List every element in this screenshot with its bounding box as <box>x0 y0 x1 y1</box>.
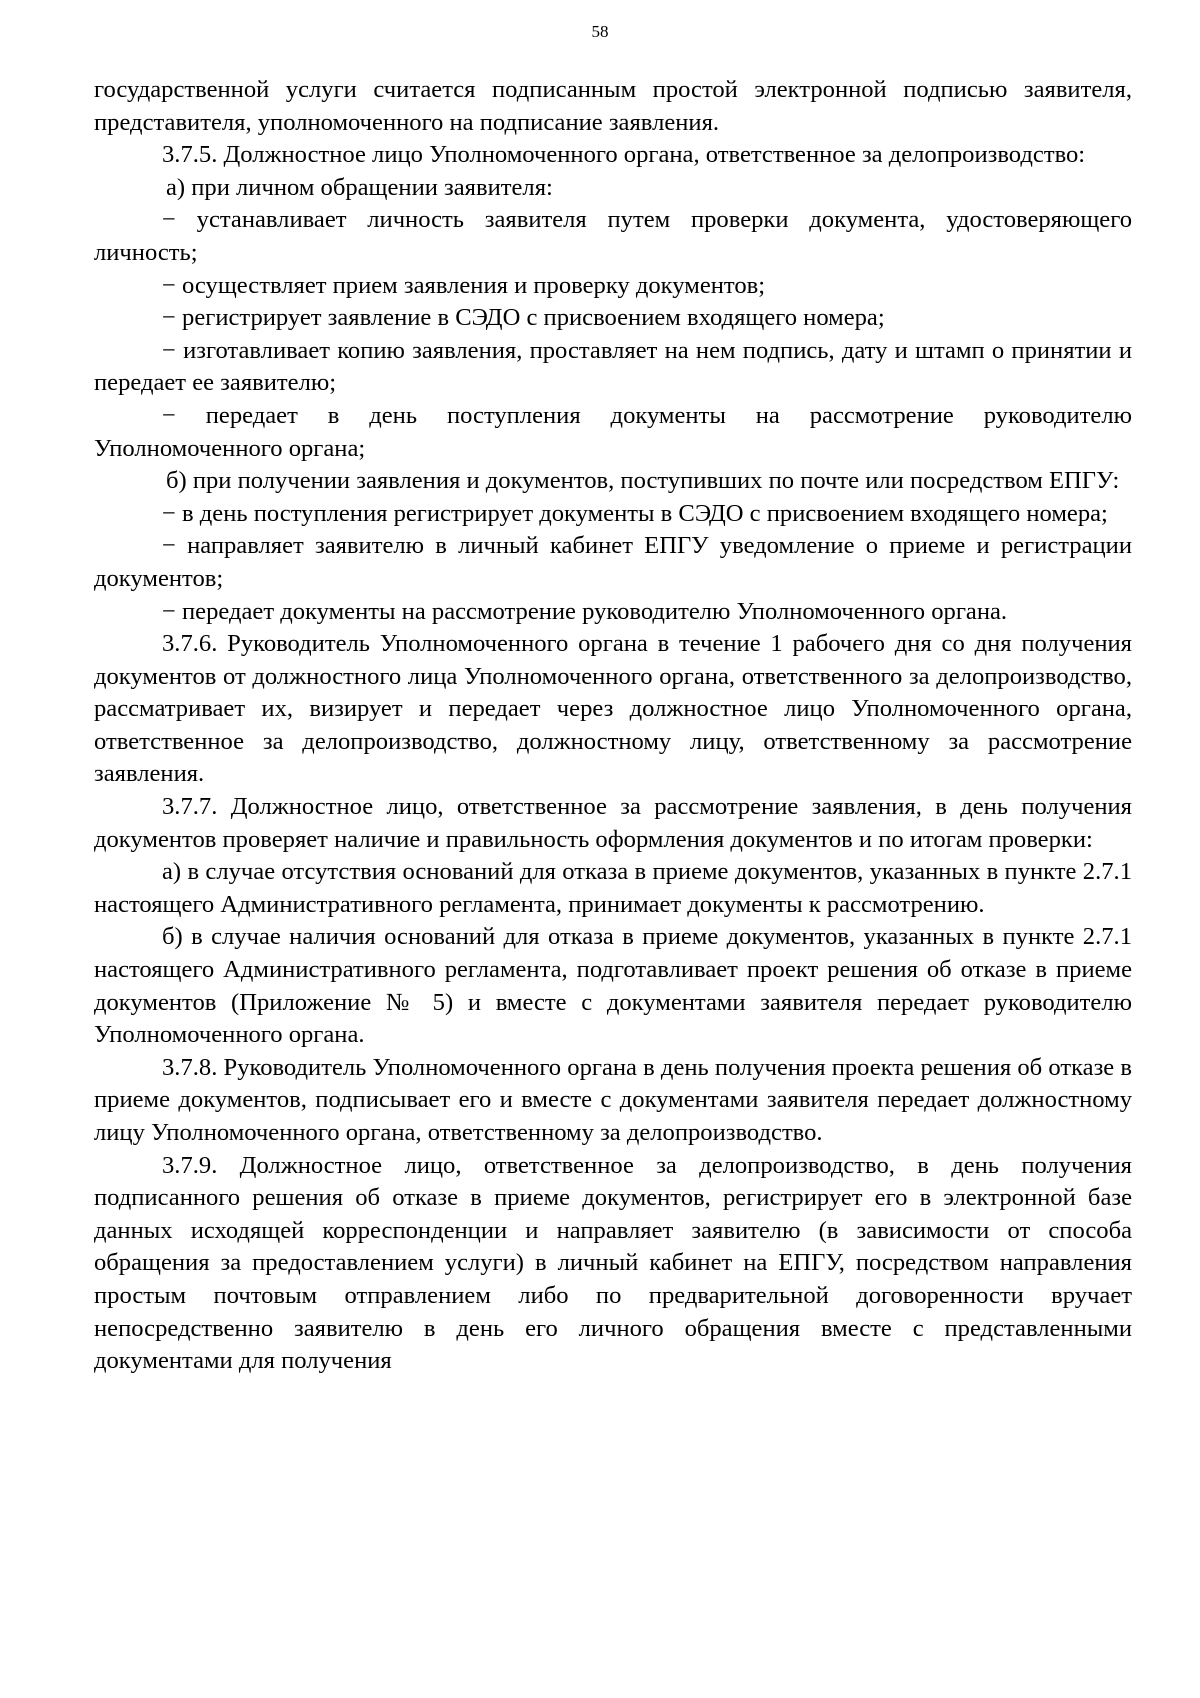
dash-item: − передает в день поступления документы на рассмотрение руководителю Уполномоченного органа; <box>94 401 1132 462</box>
paragraph-3-7-5: 3.7.5. Должностное лицо Уполномоченного органа, ответственное за делопроизводство: <box>162 141 1086 169</box>
subitem-b-mail-or-epgu: б) при получении заявления и документов, поступивших по почте или посредством ЕПГУ: <box>166 467 1120 495</box>
dash-item: − в день поступления регистрирует документы в СЭДО с присвоением входящего номера; <box>162 499 1108 527</box>
dash-item: − осуществляет прием заявления и проверку документов; <box>162 271 766 299</box>
dash-item: − направляет заявителю в личный кабинет ЕПГУ уведомление о приеме и регистрации документов; <box>94 532 1132 592</box>
subitem-a-no-grounds: а) в случае отсутствия оснований для отказа в приеме документов, указанных в пункте 2.7.1 настоящего Административного регламента, принимает документы к рассмотрению. <box>94 858 1132 918</box>
dash-item: − устанавливает личность заявителя путем проверки документа, удостоверяющего личность; <box>94 206 1132 266</box>
paragraph-continuation: государственной услуги считается подписанным простой электронной подписью заявителя, представителя, уполномоченного на подписание заявления. <box>94 76 1132 136</box>
subitem-b-grounds-for-refusal: б) в случае наличия оснований для отказа в приеме документов, указанных в пункте 2.7.1 настоящего Административного регламента, подготавливает проект решения об отказе в приеме документов (Приложение № 5) и вместе с документами заявителя передает руководителю Уполномоченного органа. <box>94 923 1132 1049</box>
paragraph-3-7-7: 3.7.7. Должностное лицо, ответственное за рассмотрение заявления, в день получения документов проверяет наличие и правильность оформления документов и по итогам проверки: <box>94 793 1132 853</box>
dash-item: − передает документы на рассмотрение руководителю Уполномоченного органа. <box>162 597 1008 625</box>
dash-item: − изготавливает копию заявления, проставляет на нем подпись, дату и штамп о принятии и передает ее заявителю; <box>94 336 1132 397</box>
document-body <box>94 74 1132 1378</box>
page-number: 58 <box>591 22 609 41</box>
paragraph-3-7-9: 3.7.9. Должностное лицо, ответственное за делопроизводство, в день получения подписанного решения об отказе в приеме документов, регистрирует его в электронной базе данных исходящей корреспонденции и направляет заявителю (в зависимости от способа обращения за предоставлением услуги) в личный кабинет на ЕПГУ, посредством направления простым почтовым отправлением либо по предварительной договоренности вручает непосредственно заявителю в день его личного обращения вместе с представленными документами для получения <box>94 1151 1132 1375</box>
paragraph-3-7-8: 3.7.8. Руководитель Уполномоченного органа в день получения проекта решения об отказе в приеме документов, подписывает его и вместе с документами заявителя передает должностному лицу Уполномоченного органа, ответственному за делопроизводство. <box>94 1053 1132 1146</box>
paragraph-3-7-6: 3.7.6. Руководитель Уполномоченного органа в течение 1 рабочего дня со дня получения документов от должностного лица Уполномоченного органа, ответственного за делопроизводство, рассматривает их, визирует и передает через должностное лицо Уполномоченного органа, ответственное за делопроизводство, должностному лицу, ответственному за рассмотрение заявления. <box>94 630 1132 788</box>
dash-item: − регистрирует заявление в СЭДО с присвоением входящего номера; <box>162 304 885 332</box>
subitem-a-personal-visit: а) при личном обращении заявителя: <box>166 173 553 201</box>
